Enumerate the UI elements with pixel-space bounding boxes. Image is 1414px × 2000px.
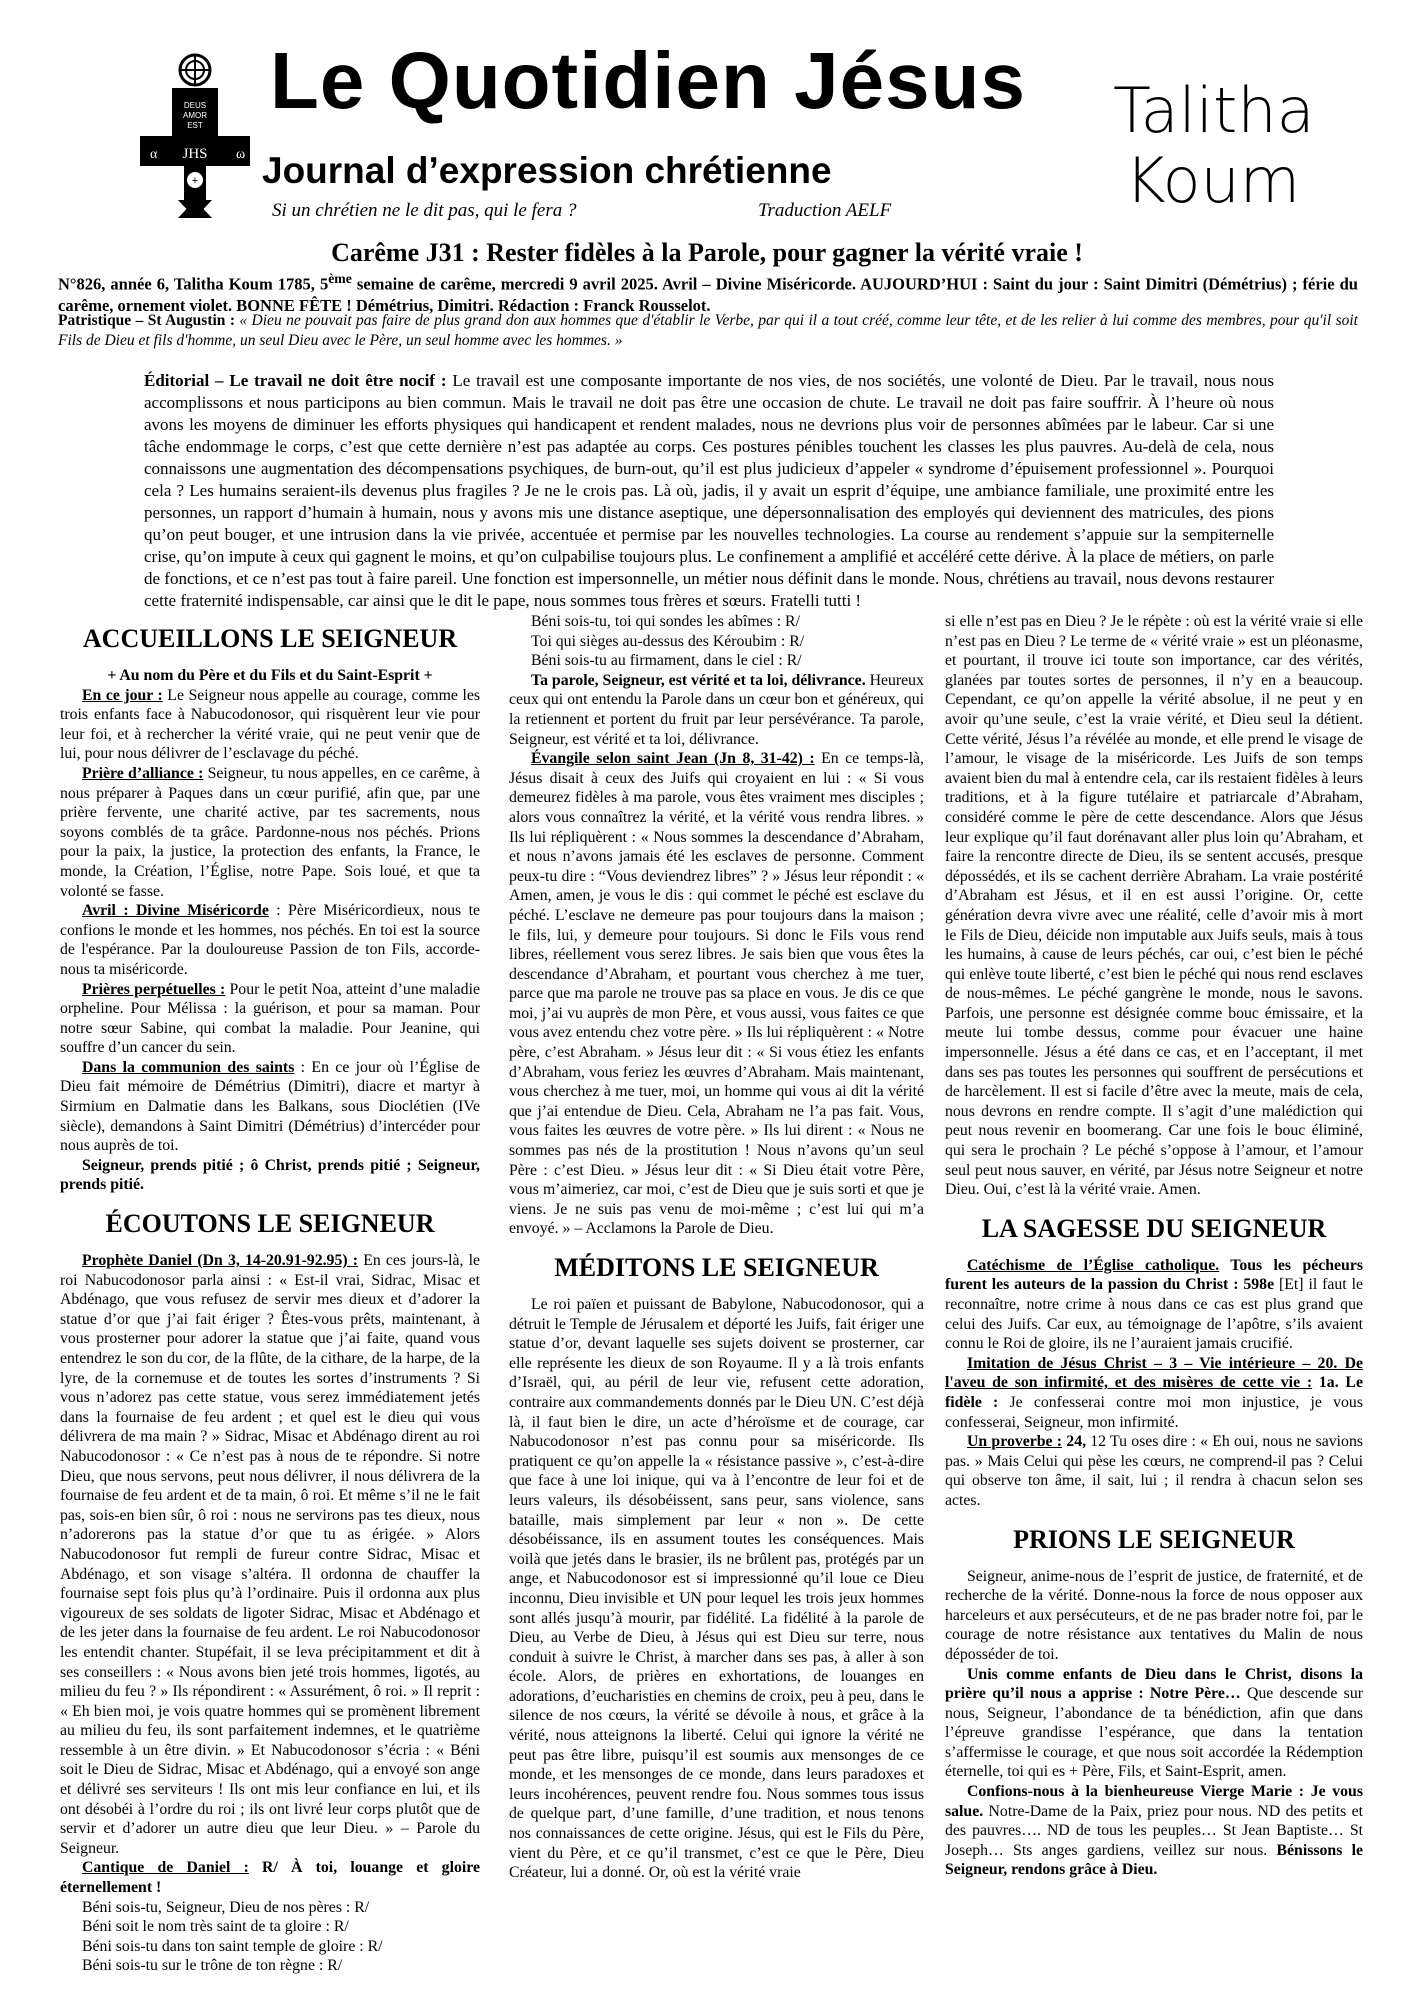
imitation: Imitation de Jésus Christ – 3 – Vie intérieure – 20. De l'aveu de son infirmité, et des misères de cette vie : 1a. Le fidèle : Je confesserai contre moi mon injustice, je vous confesserai, Seigneur, mon infirmité. xyxy=(945,1354,1363,1431)
verse: Béni soit le nom très saint de ta gloire : R/ xyxy=(82,1918,349,1936)
prieres-perpetuelles: Prières perpétuelles : Pour le petit Noa, atteint d’une maladie orpheline. Pour Mélissa : la guérison, et pour sa maman. Pour notre sœur Sabine, qui combat la maladie. Pour Jeanine, qui souffre d’un cancer du sein. xyxy=(60,980,480,1057)
verse: Béni sois-tu sur le trône de ton règne : R/ xyxy=(82,1957,343,1975)
svg-text:EST: EST xyxy=(187,121,203,130)
talitha-koum-logo xyxy=(1105,70,1315,220)
svg-text:AMOR: AMOR xyxy=(183,111,207,120)
svg-text:+: + xyxy=(191,175,199,187)
evangile-jean: Évangile selon saint Jean (Jn 8, 31-42) : En ce temps-là, Jésus disait à ceux des Juifs qui croyaient en lui : « Si vous demeurez fidèles à ma parole, vous êtes vraiment mes disciples ; alors vous connaîtrez la vérité, et la vérité vous rendra libres. » Ils lui répliquèrent : « Nous sommes la descendance d’Abraham, et nous n’avons jamais été les esclaves de personne. Comment peux-tu dire : “Vous deviendrez libres” ? » Jésus leur répondit : « Amen, amen, je vous le dis : qui commet le péché est esclave du péché. L’esclave ne demeure pas pour toujours dans la maison ; le fils, lui, y demeure pour toujours. Si donc le Fils vous rend libres, réellement vous serez libres. Je sais bien que vous êtes la descendance d’Abraham, et pourtant vous cherchez à me tuer, parce que ma parole ne trouve pas sa place en vous. Je dis ce que moi, j’ai vu auprès de mon Père, et vous aussi, vous faites ce que vous avez entendu chez votre père. » Ils lui répliquèrent : « Notre père, c’est Abraham. » Jésus leur dit : « Si vous étiez les enfants d’Abraham, vous feriez les œuvres d’Abraham. Mais maintenant, vous cherchez à me tuer, moi, un homme qui vous ai dit la vérité que j’ai entendue de Dieu. Cela, Abraham ne l’a pas fait. Vous, vous faites les œuvres de votre père. » Ils lui dirent : « Nous ne sommes pas nés de la prostitution ! Nous n’avons qu’un seul Père : c’est Dieu. » Jésus leur dit : « Si Dieu était votre Père, vous m’aimeriez, car moi, c’est de Dieu que je suis sorti et que je viens. Je ne suis pas venu de moi-même ; c’est lui qui m’a envoyé. » – Acclamons la Parole de Dieu. xyxy=(509,750,924,1238)
section-heading-accueil: ACCUEILLONS LE SEIGNEUR xyxy=(82,624,458,653)
headline: Carême J31 : Rester fidèles à la Parole, pour gagner la vérité vraie ! xyxy=(331,238,1083,267)
proverbe: Un proverbe : 24, 12 Tu oses dire : « Eh oui, nous ne savions pas. » Mais Celui qui pèse les cœurs, ne comprend-il pas ? Celui qui observe ton âme, il sait, lui ; il rendra à chacun selon ses actes. xyxy=(945,1433,1364,1509)
invocation: + Au nom du Père et du Fils et du Saint-Esprit + xyxy=(107,667,433,684)
editorial: Éditorial – Le travail ne doit être nocif : Le travail est une composante importante de nos vies, de nos sociétés, une volonté de Dieu. Par le travail, nous nous accomplissons et nous participons au bien commun. Mais le travail ne doit pas être une occasion de chute. Le travail ne doit pas faire souffrir. À l’heure où nous avons les moyens de diminuer les efforts physiques qui handicapent et rendent malades, nous ne devrions plus voir de personnes abîmées par le labeur. Car si une tâche endommage le corps, c’est que cette dernière n’est pas adaptée au corps. Ces postures pénibles touchent les classes les plus pauvres. Au-delà de cela, nous connaissons une augmentation des décompensations psychiques, de burn-out, qu’il est plus judicieux d’appeler « syndrome d’épuisement professionnel ». Pourquoi cela ? Les humains seraient-ils devenus plus fragiles ? Je ne le crois pas. Là où, jadis, il y avait un esprit d’équipe, une ambiance familiale, une proximité entre les personnes, un rapport d’humain à humain, nous y avons mis une distance aseptique, une dépersonnalisation des employés qui deviennent des matricules, des pions qu’on peut bouger, et une intrusion dans la vie privée, accentuée et permise par les nouvelles technologies. La course au rendement s’appuie sur la sempiternelle crise, qu’on impute à ceux qui gagnent le moins, et qu’on culpabilise toujours plus. Le confinement a amplifié et accéléré cette dérive. À la place de métiers, on parle de fonctions, et ce n’est pas tout à faire pareil. Une fonction est impersonnelle, un métier nous définit dans le monde. Nous, chrétiens au travail, nous devons restaurer cette fraternité indispensable, car ainsi que le dit le pape, nous sommes tous frères et sœurs. Fratelli tutti ! xyxy=(144,371,1274,610)
meditation-text: Le roi païen et puissant de Babylone, Nabucodonosor, qui a détruit le Temple de Jérusalem et déporté les Juifs, fait ériger une statue d’or, devant laquelle ses sujets doivent se prosterner, car elle représente les dieux de son Royaume. Il y a là trois enfants d’Israël, qui, au péril de leur vie, refusent cette adoration, contraire aux commandements donnés par le Dieu UN. C’est déjà là, il faut bien le dire, un acte d’héroïsme et de courage, car Nabucodonosor n’est pas connu pour sa miséricorde. Ils pratiquent ce qu’on appelle la « résistance passive », c’est-à-dire que face à une loi inique, qui va à l’encontre de leur foi et de leurs valeurs, ils désobéissent, sans peur, sans violence, sans bataille, mais simplement par leur « non ». De cette désobéissance, ils en assument toutes les conséquences. Mais voilà que jetés dans le brasier, ils ne brûlent pas, protégés par un ange, et Nabucodonosor est si impressionné qu’il loue ce Dieu inconnu, Dieu invisible et UN pour lequel les trois jeux hommes sont allés jusqu’à mourir, par fidélité. La fidélité à la parole de Dieu, au Verbe de Dieu, à Jésus qui est Dieu sur terre, nous conduit à suivre le Christ, à marcher dans ses pas, à aller à son école. Alors, de prières en exhortations, de louanges en adorations, d’eucharisties en chemins de croix, peu à peu, dans le silence de nos cœurs, la vérité se dévoile à nous, et grâce à la vérité, nous atteignons la liberté. Celui qui ignore la vérité ne peut pas être libre, puisqu’il est soumis aux mensonges de ce monde, et les mensonges de ce monde, dans leurs paradoxes et leurs incohérences, peuvent rendre fou. Nous sommes tous issus de quelque part, d’une famille, d’une tradition, et nous tenons nos connaissances de cette origine. Jésus, qui est le Fils du Père, vient du Père, et ce qu’il transmet, c’est ce que le Père, Dieu Créateur, lui a donné. Or, où est la vérité vraie xyxy=(509,1296,924,1882)
journal-title: Le Quotidien Jésus xyxy=(270,36,1026,125)
cross-emblem-icon xyxy=(134,50,256,220)
kyrie: Seigneur, prends pitié ; ô Christ, prends pitié ; Seigneur, prends pitié. xyxy=(60,1156,480,1194)
column-1 xyxy=(60,610,480,1976)
acclamation: Ta parole, Seigneur, est vérité et ta loi, délivrance. Heureux ceux qui ont entendu la Parole dans un cœur bon et généreux, qui la retiennent et portent du fruit par leur persévérance. Ta parole, Seigneur, est vérité et ta loi, délivrance. xyxy=(509,671,924,748)
notre-pere: Unis comme enfants de Dieu dans le Christ, disons la prière qu’il nous a apprise : Notre Père… Que descende sur nous, Seigneur, l’abondance de ta bénédiction, afin que dans l’épreuve grandisse l’espérance, que dans la tentation s’affermisse le courage, et que nous soit accordée la Rédemption éternelle, toi qui es + Père, Fils, et Saint-Esprit, amen. xyxy=(945,1665,1363,1781)
masthead xyxy=(0,0,1414,235)
svg-text:DEUS: DEUS xyxy=(183,101,207,110)
section-heading-sagesse: LA SAGESSE DU SEIGNEUR xyxy=(981,1213,1327,1243)
svg-text:JHS: JHS xyxy=(182,146,208,162)
issue-meta: N°826, année 6, Talitha Koum 1785, 5ème semaine de carême, mercredi 9 avril 2025. Avril – Divine Miséricorde. AUJOURD’HUI : Saint du jour : Saint Dimitri (Démétrius) ; férie du carême, ornement violet. BONNE FÊTE ! Démétrius, Dimitri. Rédaction : Franck Rousselot. xyxy=(58,271,1358,315)
priere-finale: Seigneur, anime-nous de l’esprit de justice, de fraternité, et de recherche de la vérité. Donne-nous la force de nous opposer aux harceleurs et aux persécuteurs, et de ne pas brader notre foi, par le courage de notre résistance aux tentatives du Malin de nous déposséder de toi. xyxy=(945,1567,1363,1663)
svg-text:α: α xyxy=(150,147,158,162)
talitha-logo-line2: Koum xyxy=(1125,144,1301,217)
column-3 xyxy=(945,612,1363,1880)
verse: Béni sois-tu, toi qui sondes les abîmes : R/ xyxy=(531,613,800,630)
vierge-marie: Confions-nous à la bienheureuse Vierge Marie : Je vous salue. Notre-Dame de la Paix, priez pour nous. ND des petits et des pauvres…. ND de tous les peuples… St Jean Baptiste… St Joseph… Sts anges gardiens, veillez sur nous. Bénissons le Seigneur, rendons grâce à Dieu. xyxy=(945,1783,1363,1879)
en-ce-jour: En ce jour : Le Seigneur nous appelle au courage, comme les trois enfants face à Nabucodonosor, qui risquèrent leur vie pour leur foi, et à rechercher la vérité vraie, qui ne peut venir que de lui, pour nous délivrer de l’esclavage du péché. xyxy=(60,686,480,763)
verse: Béni sois-tu, Seigneur, Dieu de nos pères : R/ xyxy=(82,1898,370,1916)
section-heading-ecoute: ÉCOUTONS LE SEIGNEUR xyxy=(105,1209,435,1239)
patristique: Patristique – St Augustin : « Dieu ne pouvait pas faire de plus grand don aux hommes que d'établir le Verbe, par qui il a tout créé, comme leur tête, et de les relier à lui comme des membres, pour qu'il soit Fils de Dieu et fils d'homme, un seul Dieu avec le Père, un seul homme avec les hommes. » xyxy=(58,312,1358,349)
talitha-logo-line1: Talitha xyxy=(1113,74,1315,147)
translation-credit: Traduction AELF xyxy=(758,200,892,221)
meditation-continued: si elle n’est pas en Dieu ? Je le répète : où est la vérité vraie si elle n’est pas en Dieu ? Le terme de « vérité vraie » est un pléonasme, et pourtant, il trouve ici toute son importance, car des vérités, glanées par toutes sortes de personnes, il n’y en a beaucoup. Cependant, ce qu’on appelle la vérité absolue, il ne peut y en avoir qu’une seule, c’est la vraie vérité, et Dieu seul la détient. Cette vérité, Jésus l’a révélée au monde, et elle prend le visage de l’amour, le visage de la miséricorde. Les Juifs de son temps avaient bien du mal à entendre cela, car ils restaient fidèles à leurs traditions, et à la figure tutélaire et patriarcale d’Abraham, considéré comme le père de cette descendance. Alors que Jésus leur explique qu’il faut dorénavant aller plus loin qu’Abraham, et faire la rencontre directe de Dieu, ils se sentent accusés, presque dépossédés, et ils se cachent derrière Abraham. La vraie postérité d’Abraham est Jésus, et il en est aussi l’origine. Or, cette génération devra vivre avec une réalité, celle d’avoir mis à mort le Fils de Dieu, déicide non imputable aux Juifs seuls, mais à tous les humains, à cause de leurs péchés, car oui, c’est bien le péché qui enlève toute liberté, c’est bien le péché qui nous rend esclaves de nous-mêmes. Le péché gangrène le monde, nous le savons. Parfois, une personne est désignée comme bouc émissaire, et la meute lui tombe dessus, comme pour évacuer une haine impersonnelle. Jésus a été dans ce cas, et en l’acceptant, il met dans ses pas toutes les personnes qui souffrent de persécutions et de harcèlement. Il est si facile d’être avec la meute, mais de cela, nous devrons en rendre compte. Il s’agit d’une malédiction qui peut nous revenir en boomerang. Car une fois le bouc éliminé, qui sera le prochain ? Le péché s’oppose à l’amour, et l’amour seul peut nous sauver, en vérité, par Jésus notre Seigneur et notre Dieu. Oui, c’est là la vérité vraie. Amen. xyxy=(945,613,1364,1199)
lecture-daniel: Prophète Daniel (Dn 3, 14-20.91-92.95) : En ces jours-là, le roi Nabucodonosor parla ainsi : « Est-il vrai, Sidrac, Misac et Abdénago, que vous refusez de servir mes dieux et d’adorer la statue d’or que j’ai fait ériger ? Êtes-vous prêts, maintenant, à vous prosterner pour adorer la statue que j’ai faite, quand vous entendrez le son du cor, de la flûte, de la cithare, de la harpe, de la lyre, de la cornemuse et de toutes les sortes d’instruments ? Si vous n’adorez pas cette statue, vous serez immédiatement jetés dans la fournaise de feu ardent ; et quel est le dieu qui vous délivrera de ma main ? » Sidrac, Misac et Abdénago dirent au roi Nabucodonosor : « Ce n’est pas à nous de te répondre. Si notre Dieu, que nous servons, peut nous délivrer, il nous délivrera de la fournaise de feu ardent et de ta main, ô roi. Et même s’il ne le fait pas, sois-en bien sûr, ô roi : nous ne servirons pas tes dieux, nous n’adorerons pas la statue d’or que tu as érigée. » Alors Nabucodonosor fut rempli de fureur contre Sidrac, Misac et Abdénago, et son visage s’altéra. Il ordonna de chauffer la fournaise sept fois plus qu’à l’ordinaire. Puis il ordonna aux plus vigoureux de ses soldats de ligoter Sidrac, Misac et Abdénago et de les jeter dans la fournaise de feu ardent. Le roi Nabucodonosor les entendit chanter. Stupéfait, il se leva précipitamment et dit à ses conseillers : « Nous avons bien jeté trois hommes, ligotés, au milieu du feu ? » Ils répondirent : « Assurément, ô roi. » Il reprit : « Eh bien moi, je vois quatre hommes qui se promènent librement au milieu du feu, ils sont parfaitement indemnes, et le quatrième ressemble à un être divin. » Et Nabucodonosor s’écria : « Béni soit le Dieu de Sidrac, Misac et Abdénago, qui a envoyé son ange et délivré ses serviteurs ! Ils ont mis leur confiance en lui, et ils ont désobéi à l’ordre du roi ; ils ont livré leur corps plutôt que de servir et d’adorer un autre dieu que leur Dieu. » – Parole du Seigneur. xyxy=(60,1252,481,1857)
svg-text:ω: ω xyxy=(236,147,246,162)
verse: Béni sois-tu dans ton saint temple de gloire : R/ xyxy=(82,1937,383,1955)
section-heading-prions: PRIONS LE SEIGNEUR xyxy=(1013,1524,1295,1554)
verse: Béni sois-tu au firmament, dans le ciel : R/ xyxy=(531,652,802,670)
avril-misericorde: Avril : Divine Miséricorde : Père Miséricordieux, nous te confions le monde et les hommes, nos péchés. En toi est la source de l'espérance. Par la douloureuse Passion de ton Fils, accorde-nous ta miséricorde. xyxy=(60,902,480,978)
catechisme: Catéchisme de l’Église catholique. Tous les pécheurs furent les auteurs de la passion du Christ : 598e [Et] il faut le reconnaître, notre crime à nous dans ce cas est plus grand que celui des Juifs. Car eux, au témoignage de l’apôtre, s’ils avaient connu le Roi de gloire, ils ne l’auraient jamais crucifié. xyxy=(945,1256,1364,1353)
journal-subtitle: Journal d’expression chrétienne xyxy=(262,150,832,191)
priere-alliance: Prière d’alliance : Seigneur, tu nous appelles, en ce carême, à nous préparer à Paques dans un cœur purifié, afin que, par une prière fervente, une charité active, par tes sacrements, nous soyons comblés de ta grâce. Pardonne-nous nos péchés. Prions pour la paix, la justice, la protection des enfants, la France, le monde, la Création, l’Église, notre Pape. Sois loué, et que ta volonté se fasse. xyxy=(60,764,480,900)
communion-des-saints: Dans la communion des saints : En ce jour où l’Église de Dieu fait mémoire de Démétrius (Dimitri), diacre et martyr à Sirmium en Dalmatie dans les Balkans, sous Dioclétien (IVe siècle), demandons à Saint Dimitri (Démétrius) d’intercéder pour nous auprès de toi. xyxy=(60,1058,480,1155)
section-heading-medit: MÉDITONS LE SEIGNEUR xyxy=(554,1253,879,1282)
verse: Toi qui sièges au-dessus des Kéroubim : R/ xyxy=(531,632,805,650)
cantique-daniel: Cantique de Daniel : R/ À toi, louange et gloire éternellement ! xyxy=(60,1859,480,1897)
journal-motto: Si un chrétien ne le dit pas, qui le fera ? xyxy=(272,200,577,221)
column-2 xyxy=(509,612,924,1883)
